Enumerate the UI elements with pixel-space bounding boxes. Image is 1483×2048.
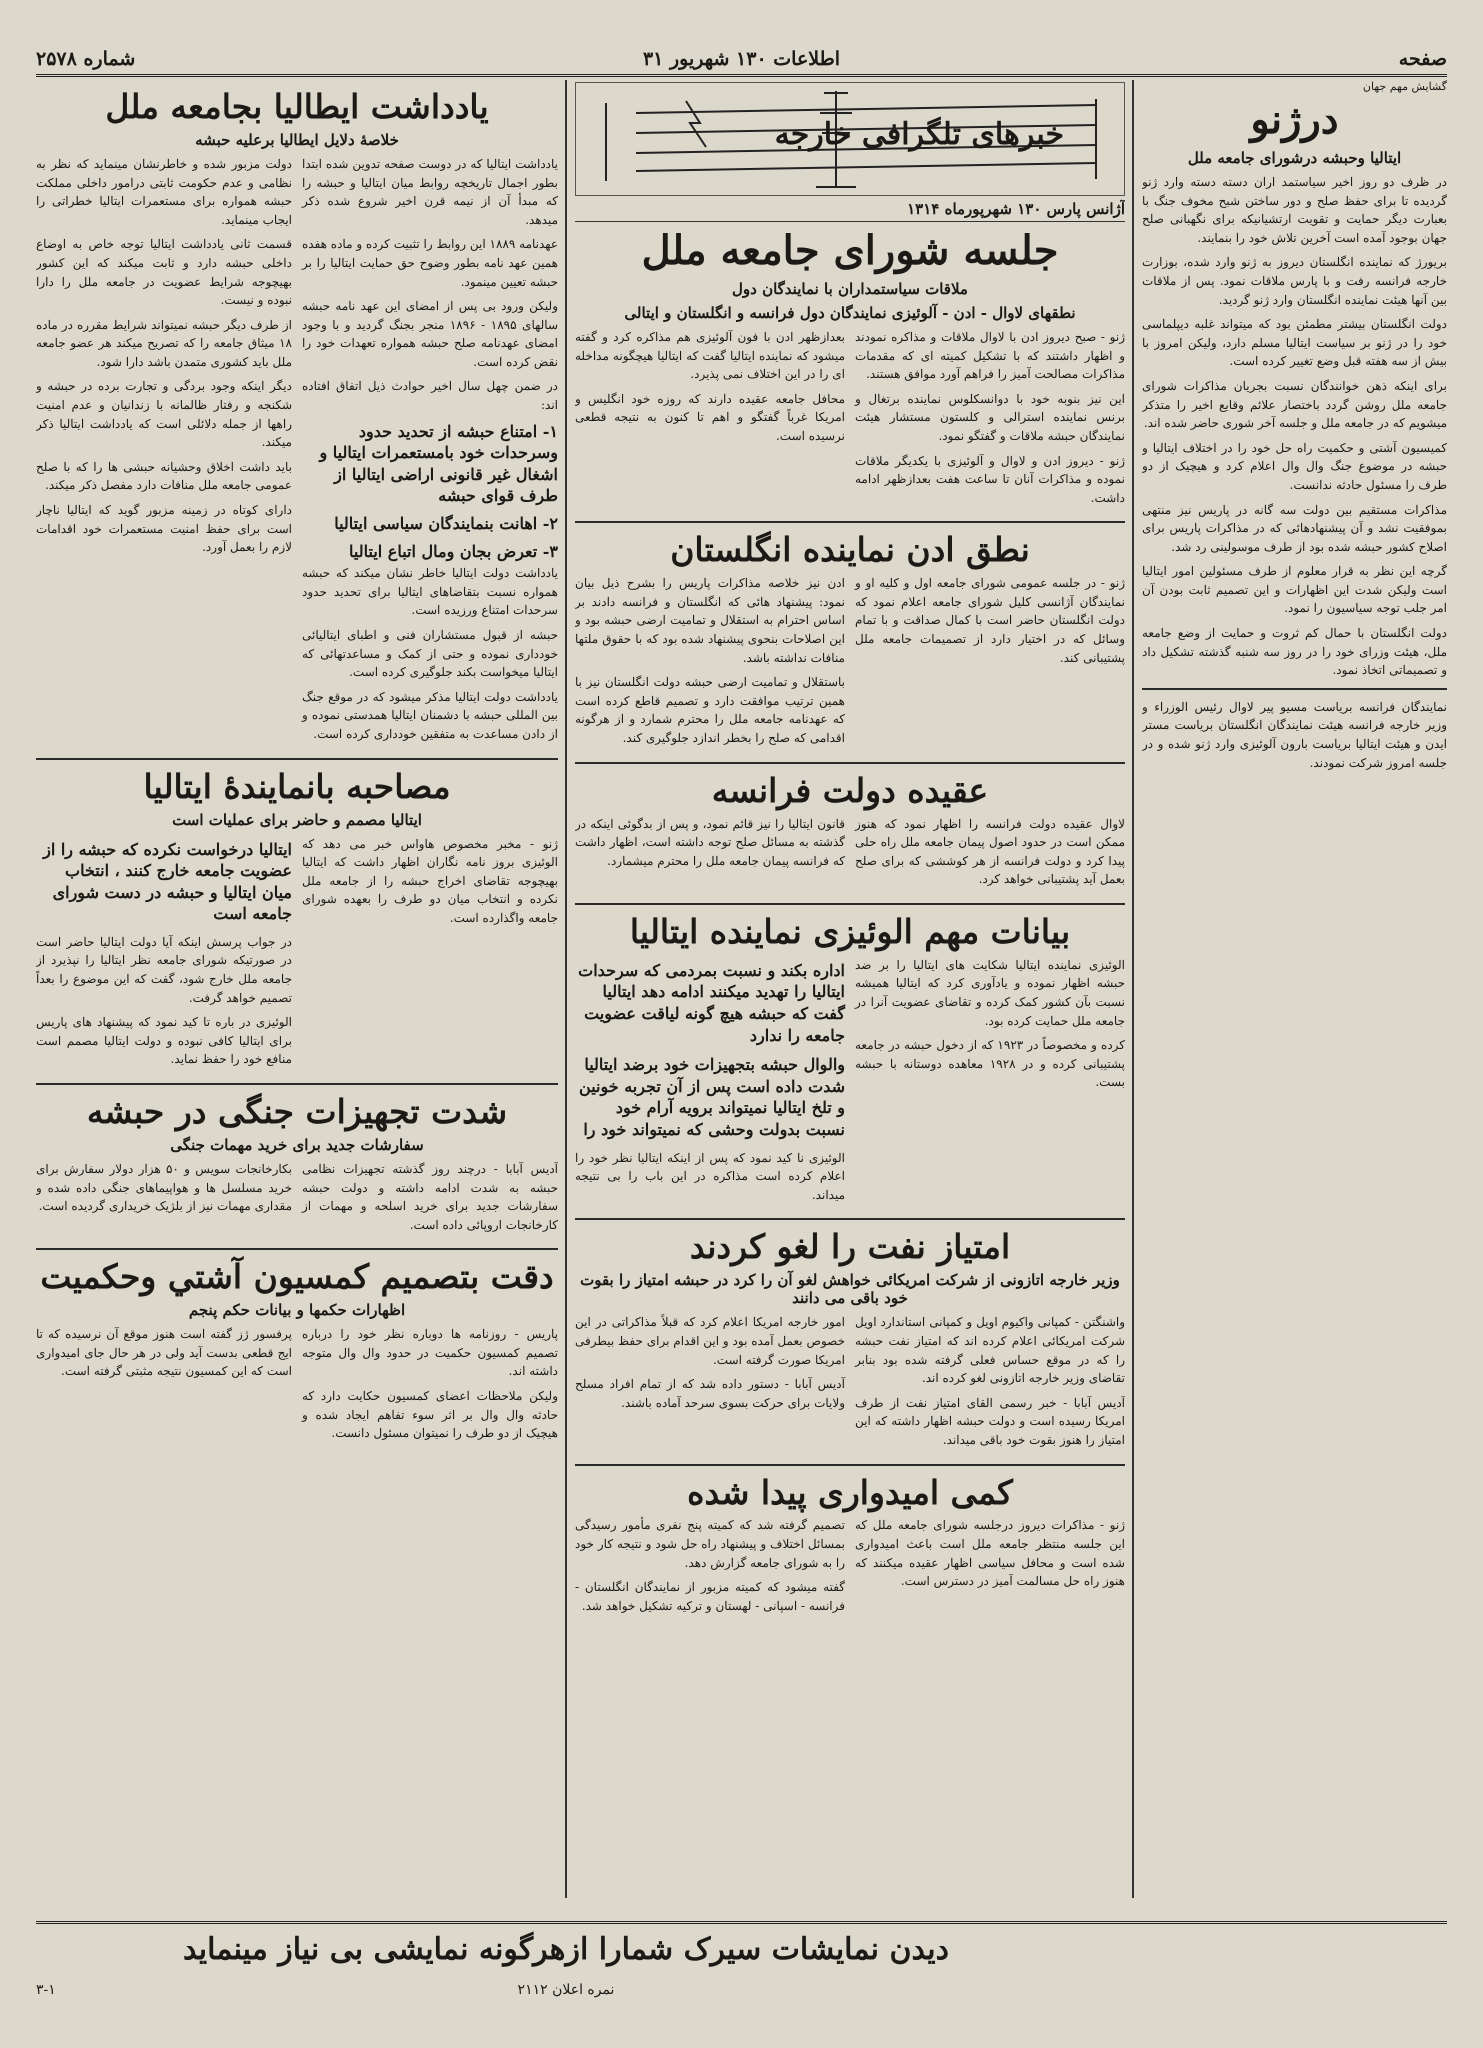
paragraph: نمایندگان فرانسه بریاست مسیو پیر لاوال رئیس الوزراء و وزیر خارجه فرانسه هیئت نمایندگان انگلستان بریاست مستر ایدن و هیئت ایتالیا بریاست بارون آلوئیزی وارد ژنو شده و در جلسه امروز شرکت نمودند. — [1142, 699, 1447, 770]
paragraph: پرفسور ژز گفته است هنوز موقع آن نرسیده که تا ایج قطعی بدست آید ولی در هر حال جای امیدواری است که این کمسیون نتیجه مثبتی گرفته است. — [36, 1327, 292, 1379]
divider — [36, 758, 558, 760]
paragraph: این نیز بنوبه خود با دوانسکلوس نماینده برتغال و برنس نماینده استرالی و کلستون مستشار هیئت نمایندگان حبشه ملاقات و گفتگو نمود. — [855, 391, 1125, 443]
paragraph: دیگر اینکه وجود بردگی و تجارت برده در حبشه و شکنجه و رفتار ظالمانه با زندانیان و عدم امنیت راهها از جمله دلائلی است که یادداشت ایتالیا ذکر میکند. — [36, 379, 292, 450]
paragraph: دولت انگلستان بیشتر مطمئن بود که میتواند غلبه دیپلماسی خود را در ژنو بر سیاست ایتالیا مسلم دارد، ولیکن امروز با بیش از سه هفته قبل وضع تغییر کرده است. — [1142, 317, 1447, 369]
paragraph: از طرف دیگر حبشه نمیتواند شرایط مقرره در ماده ۱۸ میثاق جامعه را که تصریح میکند هر عضو جامعه ملل باید کشوری متمدن باشد دارا شود. — [36, 317, 292, 369]
column-divider — [1132, 80, 1134, 1898]
paragraph: کرده و مخصوصاً در ۱۹۲۳ که از دخول حبشه در جامعه پشتیبانی کرده و در ۱۹۲۸ معاهده دوستانه با حبشه بست. — [855, 1038, 1125, 1090]
paragraph: یادداشت دولت ایتالیا مذکر میشود که در موقع جنگ بین المللی حبشه با دشمنان ایتالیا همدستی نموده و از دادن مساعدت به متفقین خودداری کرده است. — [302, 689, 558, 741]
article-subtitle: ملاقات سیاستمداران با نمایندگان دول — [732, 280, 968, 298]
article-title-armament: شدت تجهیزات جنگی در حبشه — [86, 1092, 508, 1132]
paragraph: آدیس آبابا - درچند روز گذشته تجهیزات نظامی حبشه به شدت ادامه داشته و دولت حبشه سفارشات جدید برای خرید اسلحه و مهمات از کارخانجات اروپائی داده است. — [302, 1161, 558, 1232]
numbered-heading: ۳- تعرض بجان ومال اتباع ایتالیا — [349, 541, 558, 561]
article-title-geneva: درژنو — [1250, 96, 1339, 143]
paragraph: محافل جامعه عقیده دارند که روزه خود انگلیس و امریکا غرباً گفتگو و اهم تا کنون به نتیجه قطعی نرسیده است. — [575, 391, 845, 443]
paragraph: قانون ایتالیا را نیز قائم نمود، و پس از بدگوئی اینکه در گذشته به مسائل صلح توجه داشته است، اظهار داشت که فرانسه پیمان جامعه ملل را محترم میشمارد. — [575, 816, 845, 868]
ad-reference: ۳-۱ — [36, 1982, 56, 1998]
divider — [575, 1218, 1125, 1220]
article-title-aloisi: بیانات مهم الوئیزی نماینده ایتالیا — [629, 911, 1071, 951]
paragraph: ژنو - در جلسه عمومی شورای جامعه اول و کلیه او و نمایندگان آژانسی کلیل شورای جامعه اعلام نمود که دولت انگلستان حاضر است با کمال صداقت و با تمام وسائل که در اختیار دارد از تصمیمات جامعه ملل پشتیبانی کند. — [855, 576, 1125, 665]
paragraph: بکارخانجات سویس و ۵۰ هزار دولار سفارش برای خرید مسلسل ها و هواپیماهای جنگی داده شده و مقداری مهمات نیز از بلژیک خریداری گردیده است. — [36, 1161, 292, 1214]
paragraph: ژنو - مخبر مخصوص هاواس خبر می دهد که الوئیزی بروز نامه نگاران اظهار داشت که ایتالیا بهیچوجه تقاضای اخراج حبشه را از جامعه ملل نکرده و انتخاب میان دو طرف را بعهده شورای جامعه واگذارده است. — [302, 836, 558, 925]
left-column — [36, 80, 558, 1898]
two-column-block — [575, 956, 1125, 1211]
paragraph: یادداشت ایتالیا که در دوست صفحه تدوین شده ابتدا بطور اجمال تاریخچه روابط میان ایتالیا و حبشه را که مبدأ آن از نیمه قرن اخیر شروع شده ذکر میدهد. — [302, 156, 558, 227]
paragraph: باستقلال و تمامیت ارضی حبشه دولت انگلستان نیز با همین ترتیب موافقت دارد و تصمیم قاطع کرده است که عهدنامه جامعه ملل را محترم شمارد و از هرگونه اقدامی که صلح را بخطر اندازد جلوگیری کند. — [575, 675, 845, 746]
paragraph: واشنگتن - کمپانی واکیوم اویل و کمپانی استاندارد اویل شرکت امریکائی اعلام کرده اند که امتیاز نفت حبشه را که در موقع حساس فعلی گرفته شده بود بنابر تقاضای وزیر خارجه اتازونی لغو کرده اند. — [855, 1315, 1125, 1386]
callout: اداره بکند و نسبت بمردمی که سرحدات ایتالیا را تهدید میکنند ادامه دهد ایتالیا گفت که حبشه هیچ گونه لیاقت عضویت جامعه را ندارد — [578, 960, 845, 1045]
callout: والوال حبشه بتجهیزات خود برضد ایتالیا شدت داده است پس از آن تجربه خونین و تلخ ایتالیا نمیتواند برویه آرام خود نسبت بدولت وحشی که نمیتواند خود را — [579, 1055, 845, 1140]
footer-advertisement — [36, 1921, 1447, 2004]
paragraph: دولت مزبور شده و خاطرنشان مینماید که نظر به نظامی و عدم حکومت ثابتی درامور داخلی مملکت حبشه همواره برای مستعمرات ایتالیا خطراتی را ایجاب مینماید. — [36, 156, 292, 227]
paragraph: بعدازظهر ادن با فون آلوئیزی هم مذاکره کرد و گفته میشود که نماینده ایتالیا گفت که ایتالیا هیچگونه مداخله ای را در این اختلاف نمی پذیرد. — [575, 330, 845, 382]
paragraph: برای اینکه ذهن خوانندگان نسبت بجریان مذاکرات شورای جامعه ملل روشن گردد باختصار علائم وقایع اخیر را متذکر میشویم که در جامعه ملل و جلسه آخر شوری حاضر شده اند. — [1142, 378, 1447, 431]
middle-column — [575, 80, 1125, 1898]
paragraph: ادن نیز خلاصه مذاکرات پاریس را بشرح ذیل بیان نمود: پیشنهاد هائی که انگلستان و فرانسه دادند بر اساس احترام به استقلال و تمامیت ارضی حبشه بود و این اصلاحات بنحوی پیشنهاد شده بود که با حقوق ملتها منافات نداشته باشد. — [575, 576, 845, 665]
two-column-block — [575, 815, 1125, 895]
article-subtitle: سفارشات جدید برای خرید مهمات جنگی — [170, 1135, 424, 1154]
paragraph: باید داشت اخلاق وحشیانه حبشی ها را که با صلح عمومی جامعه ملل منافات دارد مفصل ذکر میکند. — [36, 459, 292, 493]
masthead-date: اطلاعات ۱۳۰ شهریور ۳۱ — [642, 48, 841, 70]
two-column-block — [575, 1313, 1125, 1455]
paragraph: الوئیزی در باره تا کید نمود که پیشنهاد های پاریس برای ایتالیا کافی نبوده و دولت ایتالیا مصمم است منافع خود را حفظ نماید. — [36, 1015, 292, 1067]
divider — [575, 1464, 1125, 1466]
paragraph: ژنو - صبح دیروز ادن با لاوال ملاقات و مذاکره نمودند و اظهار داشتند که با تشکیل کمیته ای که مقدمات مذاکرات مصالحت آمیز را فراهم آورد موافق هستند. — [855, 330, 1125, 382]
dateline: آژانس پارس ۱۳۰ شهرپورماه ۱۳۱۴ — [575, 200, 1125, 222]
article-subtitle: خلاصهٔ دلایل ایطالیا برعلیه حبشه — [195, 130, 399, 149]
divider — [575, 762, 1125, 764]
right-column — [1142, 80, 1447, 1898]
paragraph: لاوال عقیده دولت فرانسه را اظهار نمود که هنوز ممکن است در حدود اصول پیمان جامعه ملل راه حلی پیدا کرد و دولت فرانسه از هر کوششی که برای صلح بعمل آید پشتیبانی خواهد کرد. — [855, 816, 1125, 887]
masthead — [36, 44, 1447, 77]
divider — [36, 1248, 558, 1250]
paragraph: الوئیزی نماینده ایتالیا شکایت های ایتالیا را بر ضد حبشه اظهار نموده و یادآوری کرد که ایتالیا همیشه نسبت بآن کشور کمک کرده و تقاضای عضویت آنرا در جامعه ملل حمایت کرده بود. — [855, 957, 1125, 1028]
paragraph: عهدنامه ۱۸۸۹ این روابط را تثبیت کرده و ماده هفده همین عهد نامه بطور وضوح حق حمایت ایتالیا را بر حبشه تعیین مینمود. — [301, 237, 558, 289]
article-title-interview: مصاحبه بانمایندهٔ ایتالیا — [143, 766, 451, 806]
paragraph: مذاکرات مستقیم بین دولت سه گانه در پاریس نیز منتهی بموفقیت نشد و آن پیشنهادهائی که در مذاکرات پاریس برای اصلاح کشور حبشه شده بود از طرف موسولینی رد شد. — [1142, 502, 1447, 554]
paragraph: الوئیزی نا کید نمود که پس از اینکه ایتالیا نظر خود را اعلام کرده است مذاکره در این باب را بی نتیجه میداند. — [575, 1150, 845, 1202]
article-title-council: جلسه شورای جامعه ملل — [641, 227, 1059, 274]
divider — [575, 521, 1125, 523]
kicker: گشایش مهم جهان — [1362, 80, 1447, 93]
two-column-block — [575, 1516, 1125, 1621]
paragraph: گرچه این نظر به قرار معلوم از طرف مسئولین امور ایتالیا است ولیکن شدت این اظهارات و این تصمیم ثابت بودن آن امر جلب توجه سیاسیون را نمود. — [1142, 564, 1447, 616]
paragraph: قسمت ثانی یادداشت ایتالیا توجه خاص به اوضاع داخلی حبشه دارد و ثابت میکند که این کشور بهیچوجه شرایط عضویت در جامعه ملل را دارا نبوده و نیست. — [36, 237, 292, 308]
divider — [1142, 688, 1447, 690]
article-title-hope: کمی امیدواری پیدا شده — [687, 1472, 1013, 1512]
paragraph: تصمیم گرفته شد که کمیته پنج نفری مأمور رسیدگی بمسائل اختلاف و پیشنهاد راه حل شود و نتیجه کار خود را به شورای جامعه گزارش دهد. — [575, 1518, 845, 1570]
numbered-heading: ۲- اهانت بنمایندگان سیاسی ایتالیا — [334, 514, 558, 534]
telegraph-banner — [575, 82, 1125, 196]
circus-ad-text: دیدن نمایشات سیرک شمارا ازهرگونه نمایشی بی نیاز مینماید — [183, 1932, 949, 1967]
two-column-block — [575, 574, 1125, 753]
paragraph: کمیسیون آشتی و حکمیت راه حل خود را در اختلاف ایتالیا و حبشه در موضوع جنگ وال وال اعلام کرد و هیچیک از دو طرف را مسئول حادثه ندانست. — [1142, 440, 1447, 492]
article-subtitle: وزیر خارجه اتازونی از شرکت امریکائی خواهش لغو آن را کرد در حبشه امتیاز را بقوت خود باقی می دانند — [580, 1271, 1120, 1308]
numbered-heading: ۱- امتناع حبشه از تحدید حدود وسرحدات خود بامستعمرات ایتالیا و اشغال غیر قانونی اراضی ایتالیا از طرف قوای حبشه — [319, 421, 558, 506]
paragraph: یادداشت دولت ایتالیا خاطر نشان میکند که حبشه همواره نسبت بتقاضاهای ایتالیا برای تحدید حدود سرحدات امتناع ورزیده است. — [302, 566, 558, 618]
paragraph: در جواب پرسش اینکه آیا دولت ایتالیا حاضر است در صورتیکه شورای جامعه نظر ایتالیا را نپذیرد از جامعه ملل خارج شود، گفت که این موضوع را بعداً تصمیم خواهد گرفت. — [36, 934, 292, 1005]
paragraph: در ظرف دو روز اخیر سیاستمد اران دسته دسته وارد ژنو گردیده تا برای حفظ صلح و دور ساختن شبح مخوف جنگ با بعبارت دیگر حمایت و تقویت ارتشیانیکه برای نگهبانی صلح جهان بوجود آمده است آخرین تلاش خود را بنمایند. — [1142, 175, 1447, 245]
divider — [36, 1083, 558, 1085]
paragraph: پاریس - روزنامه ها دوباره نظر خود را درباره تصمیم کمسیون حکمیت در حدود وال وال متوجه داشته اند. — [302, 1327, 558, 1379]
article-title-conciliation: دقت بتصمیم کمسیون آشتي وحکمیت — [40, 1257, 554, 1297]
banner-title: خبرهای تلگرافی خارجه — [774, 117, 1064, 152]
article-title-france: عقیده دولت فرانسه — [711, 770, 989, 810]
paragraph: ولیکن ورود بی پس از امضای این عهد نامه حبشه سالهای ۱۸۹۵ - ۱۸۹۶ منجر بجنگ گردید و با وجود امضای عهدنامه صلح حبشه همواره تعهدات خود را نقض کرده است. — [302, 299, 558, 369]
article-subtitle: اظهارات حکمها و بیانات حکم پنجم — [188, 1301, 406, 1320]
ad-number: نمره اعلان ۲۱۱۲ — [517, 1982, 615, 1998]
divider — [575, 903, 1125, 905]
paragraph: ژنو - دیروز ادن و لاوال و آلوئیزی با یکدیگر ملاقات نموده و مذاکرات آنان تا ساعت هفت بعدازظهر ادامه داشت. — [855, 453, 1125, 505]
two-column-block — [575, 328, 1125, 513]
issue-number: شماره ۲۵۷۸ — [36, 48, 136, 70]
column-divider — [565, 80, 567, 1898]
paragraph: ولیکن ملاحظات اعضای کمسیون حکایت دارد که حادثه وال وال بر اثر سوء تفاهم ایجاد شده و هیچیک از دو طرف را نمیتوان مسئول دانست. — [302, 1389, 558, 1441]
article-subtitle: ایتالیا مصمم و حاضر برای عملیات است — [172, 810, 422, 829]
paragraph: ژنو - مذاکرات دیروز درجلسه شورای جامعه ملل که این جلسه منتظر جامعه ملل است باعث امیدواری شده است و محافل سیاسی اظهار عقیده میکنند که هنوز راه حل مسالمت آمیز در دسترس است. — [855, 1518, 1125, 1589]
paragraph: گفته میشود که کمیته مزبور از نمایندگان انگلستان - فرانسه - اسپانی - لهستان و ترکیه تشکیل خواهد شد. — [575, 1580, 845, 1613]
page-label: صفحه — [1398, 48, 1447, 70]
two-column-block — [36, 1160, 558, 1240]
article-title-eden: نطق ادن نماینده انگلستان — [670, 530, 1030, 570]
paragraph: دولت انگلستان با حمال کم ثروت و حمایت از وضع جامعه ملل، هیئت وزرای خود را در روز سه شنبه گذشته تشکیل داد و تصمیماتی اتخاذ نمود. — [1142, 626, 1447, 678]
two-column-block — [36, 155, 558, 750]
paragraph: حبشه از قبول مستشاران فنی و اطبای ایتالیائی خودداری نموده و حتی از کمک و مساعدتهائی که ایتالیا میخواست بکند جلوگیری کرده است. — [302, 628, 558, 680]
callout: ایتالیا درخواست نکرده که حبشه را از عضویت جامعه خارج کنند ، انتخاب میان ایتالیا و حبشه در دست شورای جامعه است — [43, 839, 292, 924]
two-column-block — [36, 1325, 558, 1449]
article-title-oil: امتیاز نفت را لغو کردند — [689, 1227, 1011, 1267]
paragraph: در ضمن چهل سال اخیر حوادث ذیل اتفاق افتاده اند: — [302, 379, 558, 413]
paragraph: آدیس آبابا - خبر رسمی القای امتیاز نفت از طرف امریکا رسیده است و دولت حبشه اظهار داشته که این امتیاز را هنوز بقوت خود باقی میداند. — [855, 1395, 1125, 1447]
article-subtitle: نطقهای لاوال - ادن - آلوئیزی نمایندگان دول فرانسه و انگلستان و ایتالی — [624, 304, 1076, 322]
paragraph: امور خارجه امریکا اعلام کرد که قبلاً مذاکراتی در این خصوص بعمل آمده بود و این اقدام برای حفظ بیطرفی امریکا صورت گرفته است. — [575, 1315, 845, 1367]
article-subtitle-geneva: ایتالیا وحبشه درشورای جامعه ملل — [1187, 149, 1402, 167]
two-column-block — [36, 835, 558, 1076]
article-title-memo: یادداشت ایطالیا بجامعه ملل — [105, 87, 489, 126]
paragraph: آدیس آبابا - دستور داده شد که از تمام افراد مسلح ولایات برای حرکت بسوی سرحد آماده باشند. — [575, 1377, 845, 1410]
paragraph: دارای کوتاه در زمینه مزبور گوید که ایتالیا ناچار است برای حفظ امنیت مستعمرات خود اقدامات لازم را بعمل آورد. — [36, 503, 292, 555]
paragraph: بریورژ که نماینده انگلستان دیروز به ژنو وارد شده، بوزارت خارجه فرانسه رفت و با پارس ملاقات نمود. پس از ملاقات بین آنها هیئت نماینده انگلستان وارد ژنو گردید. — [1142, 255, 1447, 307]
